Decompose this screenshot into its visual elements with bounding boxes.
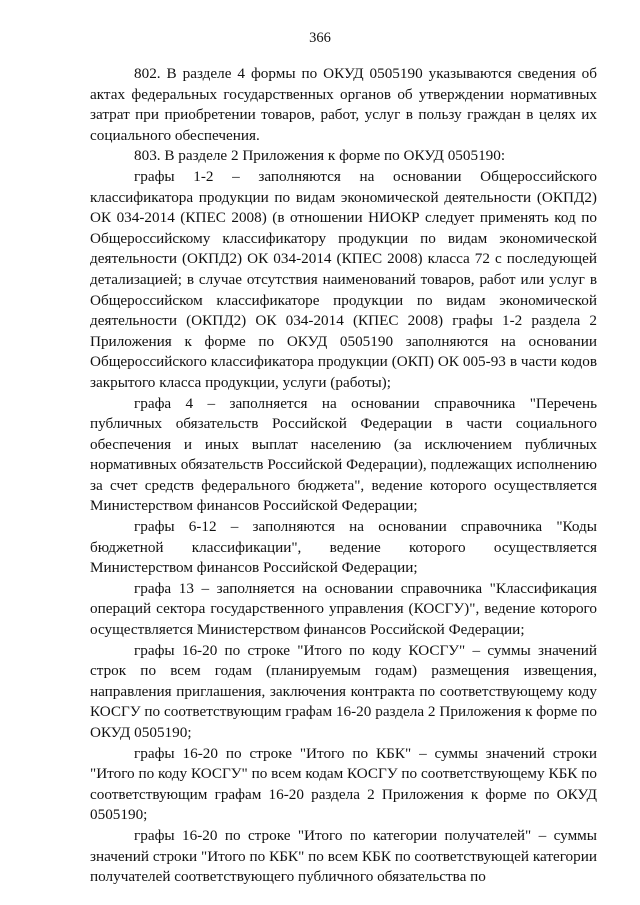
paragraph-803: 803. В разделе 2 Приложения к форме по ОКУД 0505190: [134, 147, 506, 165]
page-number: 366 [309, 30, 331, 46]
paragraph-column-13: графа 13 – заполняется на основании справочника "Классификация операций сектора государственного управления (КОСГУ)", ведение которого осуществляется Министерством финансов Российской Федерации; [90, 579, 597, 639]
paragraph-columns-16-20-category: графы 16-20 по строке "Итого по категории получателей" – суммы значений строки "Итого по КБК" по всем КБК по соответствующей категории получателей соответствующего публичного обязательства по [90, 826, 597, 886]
document-body [90, 64, 597, 888]
paragraph-columns-6-12: графы 6-12 – заполняются на основании справочника "Коды бюджетной классификации", ведение которого осуществляется Министерством финансов Российской Федерации; [90, 518, 597, 577]
paragraph-column-4: графа 4 – заполняется на основании справочника "Перечень публичных обязательств Российской Федерации в части социального обеспечения и иных выплат населению (за исключением публичных нормативных обязательств Российской Федерации), подлежащих исполнению за счет средств федерального бюджета", ведение которого осуществляется Министерством финансов Российской Федерации; [90, 394, 597, 515]
paragraph-columns-16-20-kbk: графы 16-20 по строке "Итого по КБК" – суммы значений строки "Итого по коду КОСГУ" по всем кодам КОСГУ по соответствующему КБК по соответствующим графам 16-20 раздела 2 Приложения к форме по ОКУД 0505190; [90, 744, 597, 824]
paragraph-columns-1-2: графы 1-2 – заполняются на основании Общероссийского классификатора продукции по видам экономической деятельности (ОКПД2) ОК 034-2014 (КПЕС 2008) (в отношении НИОКР следует применять код по Общероссийскому классификатору продукции по видам экономической деятельности (ОКПД2) ОК 034-2014 (КПЕС 2008) класса 72 с последующей детализацией; в случае отсутствия наименований товаров, работ или услуг в Общероссийском классификаторе продукции по видам экономической деятельности (ОКПД2) ОК 034-2014 (КПЕС 2008) графы 1-2 раздела 2 Приложения к форме по ОКУД 0505190 заполняются на основании Общероссийского классификатора продукции (ОКП) ОК 005-93 в части кодов закрытого класса продукции, услуги (работы); [90, 167, 597, 391]
paragraph-802: 802. В разделе 4 формы по ОКУД 0505190 указываются сведения об актах федеральных государственных органов об утверждении нормативных затрат при приобретении товаров, работ, услуг в пользу граждан в целях их социального обеспечения. [90, 65, 597, 144]
paragraph-columns-16-20-kosgu: графы 16-20 по строке "Итого по коду КОСГУ" – суммы значений строк по всем годам (планируемым годам) размещения извещения, направления приглашения, заключения контракта по соответствующему коду КОСГУ по соответствующим графам 16-20 раздела 2 Приложения к форме по ОКУД 0505190; [90, 641, 597, 741]
